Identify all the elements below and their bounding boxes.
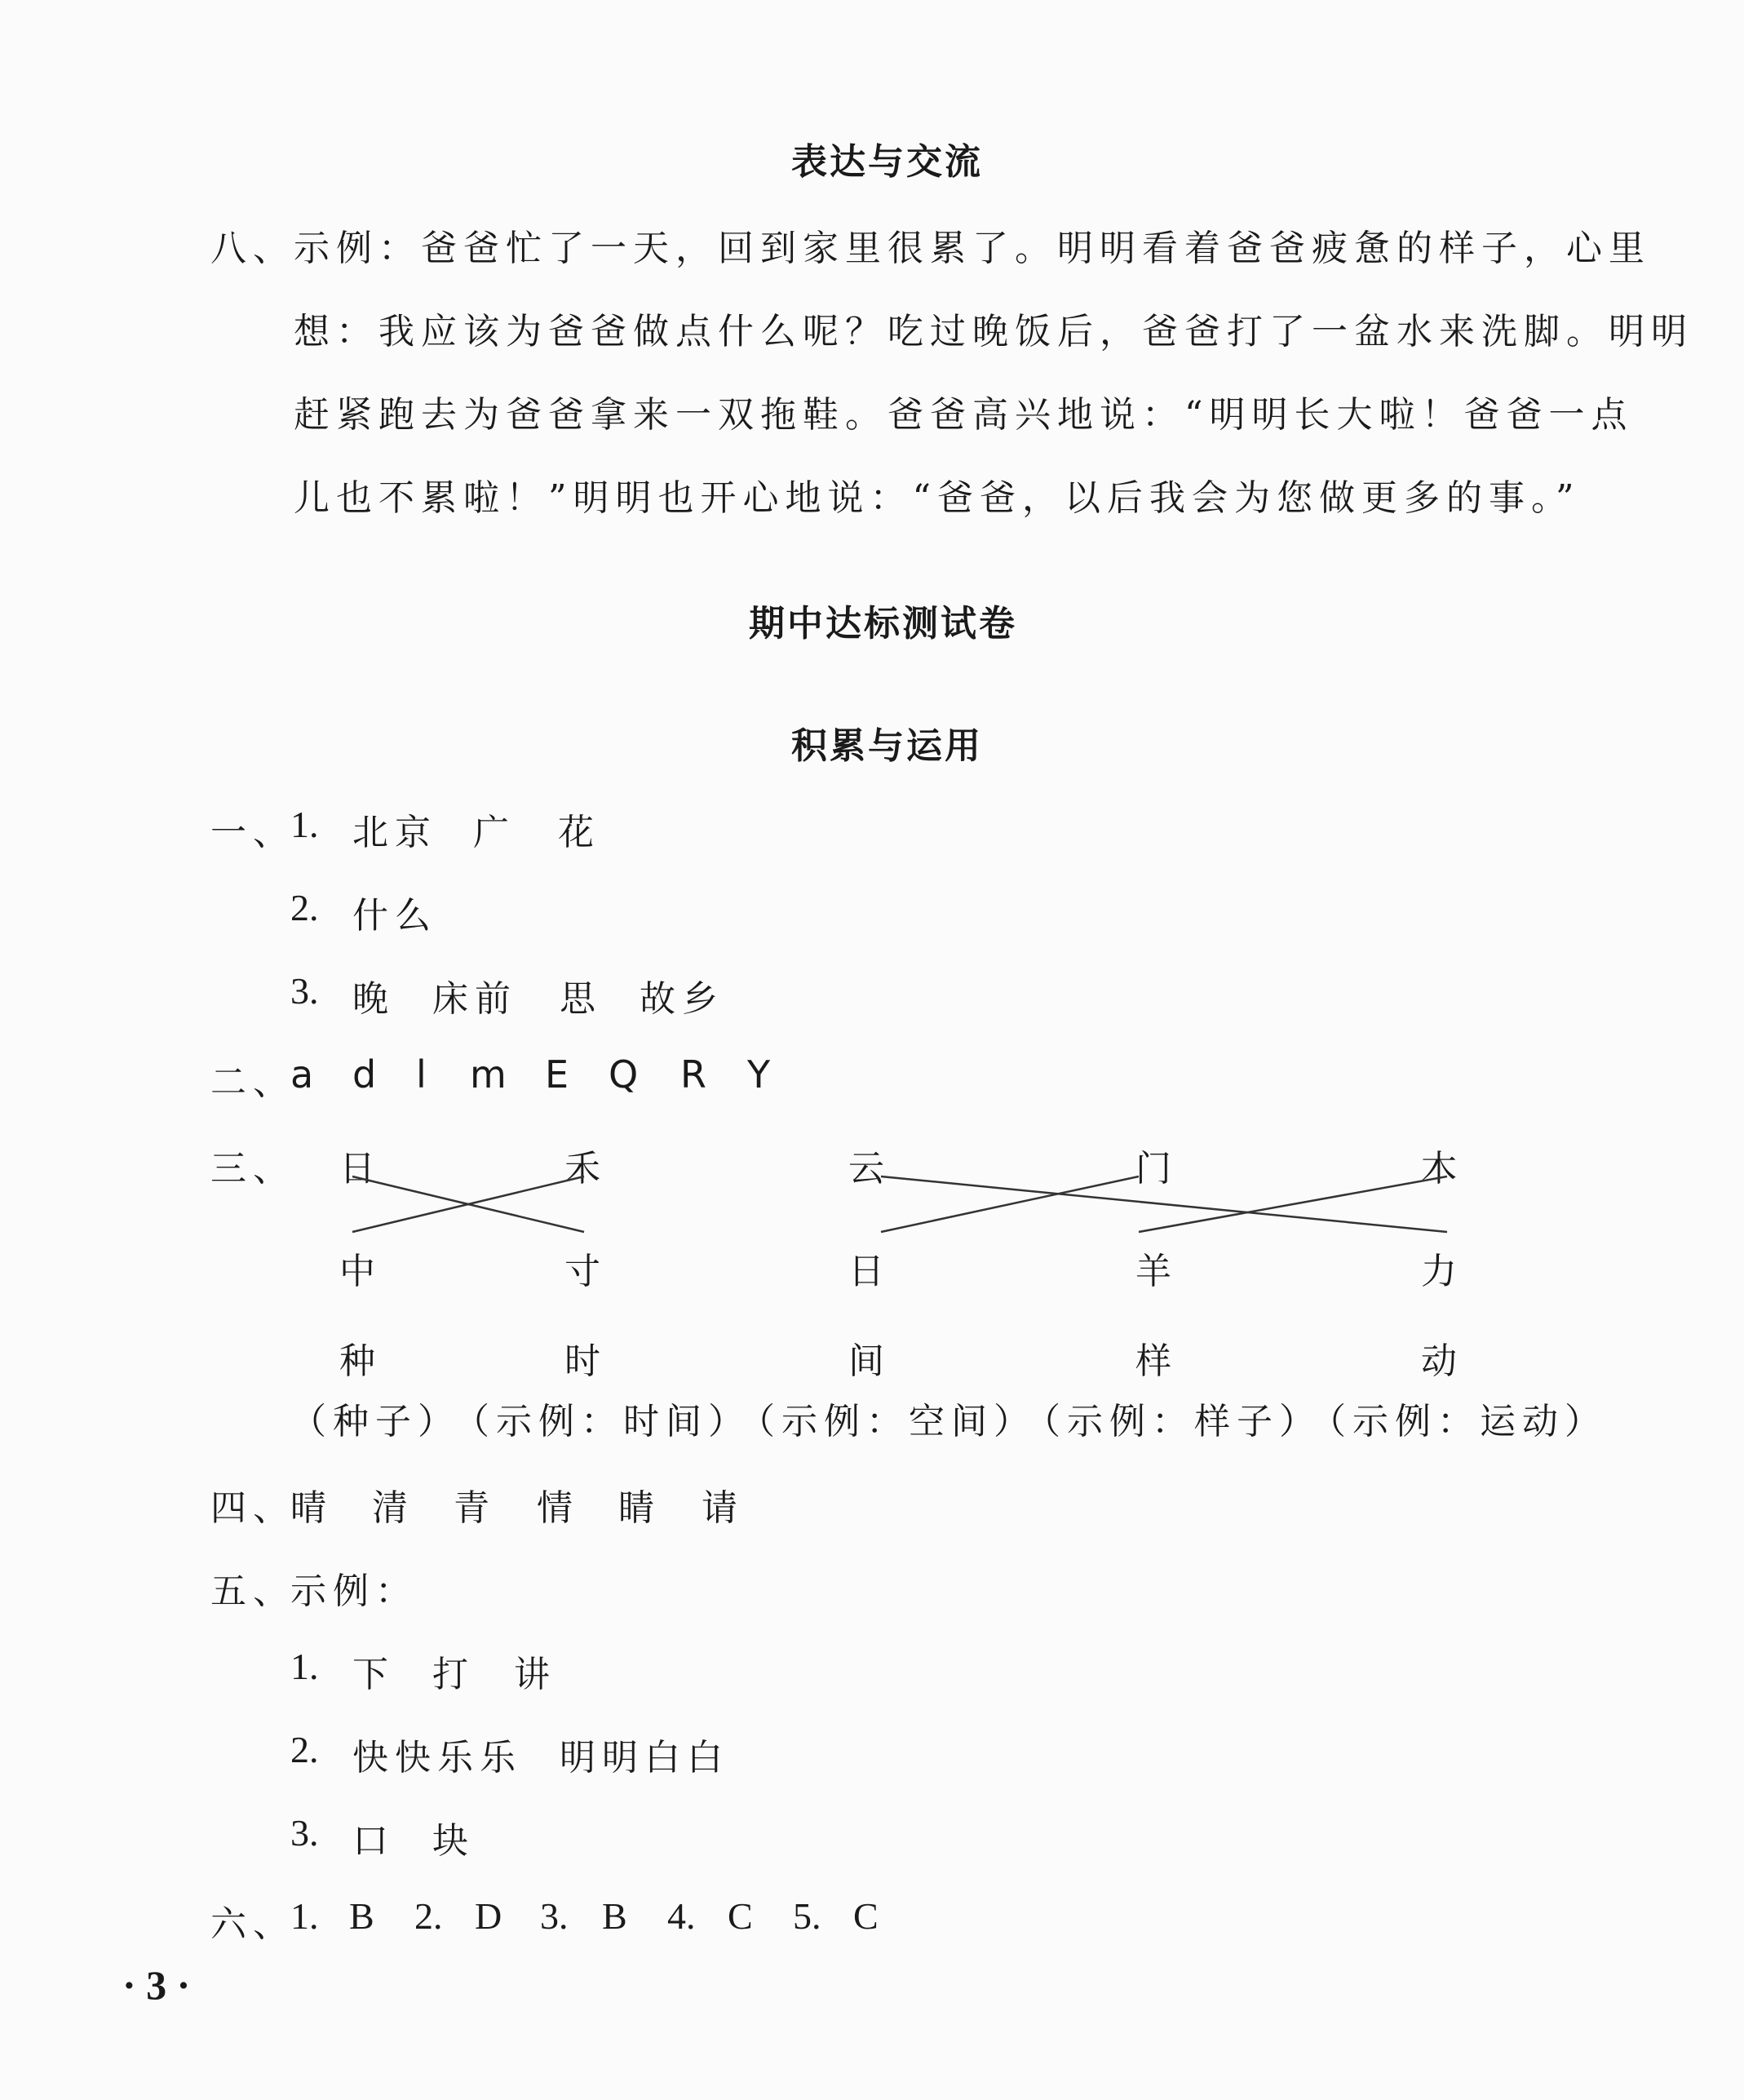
q5-item-3-answer: 口 [352,1820,395,1862]
q8-line-3: 赶紧跑去为爸爸拿来一双拖鞋。爸爸高兴地说：“明明长大啦！爸爸一点 [294,394,1634,436]
q3-bottom-char: 羊 [1135,1251,1171,1292]
q6-item-answer: B [602,1895,627,1937]
q2-label: 二、 [210,1061,295,1103]
section-title-usage: 积累与运用 [791,725,983,767]
q1-label: 一、 [210,812,295,853]
q6-item-answer: C [853,1895,879,1937]
q6-item-num: 5. [793,1895,821,1937]
q6-item-num: 3. [540,1895,569,1937]
q3-bottom-char: 日 [848,1251,884,1292]
q5-item-1-answer: 讲 [514,1654,556,1695]
q3-formed-char: 间 [848,1340,884,1382]
q2-letter: d [352,1052,377,1097]
q3-top-char: 云 [848,1148,884,1190]
section-title-expression: 表达与交流 [791,141,983,183]
q5-item-3-answer: 块 [432,1820,475,1862]
q3-top-char: 禾 [564,1148,600,1190]
q3-bottom-char: 力 [1421,1251,1457,1292]
q3-formed-char: 动 [1421,1340,1457,1382]
q6-item-num: 4. [667,1895,696,1937]
q3-bottom-char: 中 [339,1251,375,1292]
q1-item-3-answer: 故乡 [640,978,724,1020]
q4-answer: 情 [537,1487,579,1529]
q3-word: （示例：空间） [739,1401,1036,1442]
q5-item-1-num: 1. [290,1646,319,1687]
q3-formed-char: 样 [1135,1340,1171,1382]
match-line [881,1176,1447,1232]
q1-item-1-num: 1. [290,804,319,845]
q3-top-char: 木 [1421,1148,1457,1190]
q8-label: 八、 [210,228,295,269]
q5-intro: 示例： [290,1571,418,1612]
q1-item-3-answer: 晚 [352,978,395,1020]
q6-item-answer: D [475,1895,502,1937]
q3-word: （种子） [290,1401,460,1442]
q2-letter: a [290,1052,314,1097]
q8-line-1: 示例：爸爸忙了一天，回到家里很累了。明明看着爸爸疲惫的样子，心里 [294,228,1651,269]
q1-item-1-answer: 广 [473,812,516,853]
q2-letter: m [470,1052,507,1097]
q1-item-3-num: 3. [290,970,319,1012]
q2-letter: R [680,1052,706,1097]
match-line [1139,1176,1447,1232]
q1-item-2-num: 2. [290,887,319,928]
q5-item-2-answer: 明明白白 [560,1737,729,1779]
q4-answer: 青 [454,1487,496,1529]
q3-word: （示例：时间） [454,1401,750,1442]
q2-letter: l [416,1052,427,1097]
q5-item-1-answer: 下 [352,1654,395,1695]
q1-item-3-answer: 思 [560,978,602,1020]
q3-word: （示例：样子） [1025,1401,1321,1442]
q8-line-4: 儿也不累啦！”明明也开心地说：“爸爸，以后我会为您做更多的事。” [294,477,1581,519]
q5-item-2-num: 2. [290,1729,319,1770]
q5-label: 五、 [210,1571,295,1612]
exam-title: 期中达标测试卷 [749,603,1017,645]
q6-item-num: 2. [414,1895,443,1937]
q4-answer: 晴 [290,1487,333,1529]
q4-answer: 请 [702,1487,744,1529]
q6-item-answer: C [728,1895,753,1937]
q1-item-1-answer: 北京 [352,812,437,853]
q2-letter: E [545,1052,569,1097]
match-line [881,1176,1139,1232]
q3-bottom-char: 寸 [564,1251,600,1292]
q1-item-2-answer: 什么 [352,895,437,937]
q6-item-answer: B [349,1895,374,1937]
q3-top-char: 日 [339,1148,375,1190]
page-number: · 3 · [122,1962,191,2008]
q2-letter: Q [609,1052,639,1097]
q5-item-1-answer: 打 [432,1654,475,1695]
q1-item-3-answer: 床前 [432,978,517,1020]
q4-label: 四、 [210,1487,295,1529]
q5-item-3-num: 3. [290,1812,319,1854]
q3-formed-char: 种 [339,1340,375,1382]
q4-answer: 清 [372,1487,414,1529]
q3-top-char: 门 [1135,1148,1171,1190]
q6-label: 六、 [210,1903,295,1945]
q3-word: （示例：运动） [1310,1401,1607,1442]
q8-line-2: 想：我应该为爸爸做点什么呢？吃过晚饭后，爸爸打了一盆水来洗脚。明明 [294,311,1693,352]
q2-letter: Y [747,1052,771,1097]
q1-item-1-answer: 花 [558,812,600,853]
q5-item-2-answer: 快快乐乐 [352,1737,522,1779]
q3-formed-char: 时 [564,1340,600,1382]
q4-answer: 睛 [618,1487,661,1529]
q6-item-num: 1. [290,1895,319,1937]
q3-label: 三、 [210,1148,295,1190]
